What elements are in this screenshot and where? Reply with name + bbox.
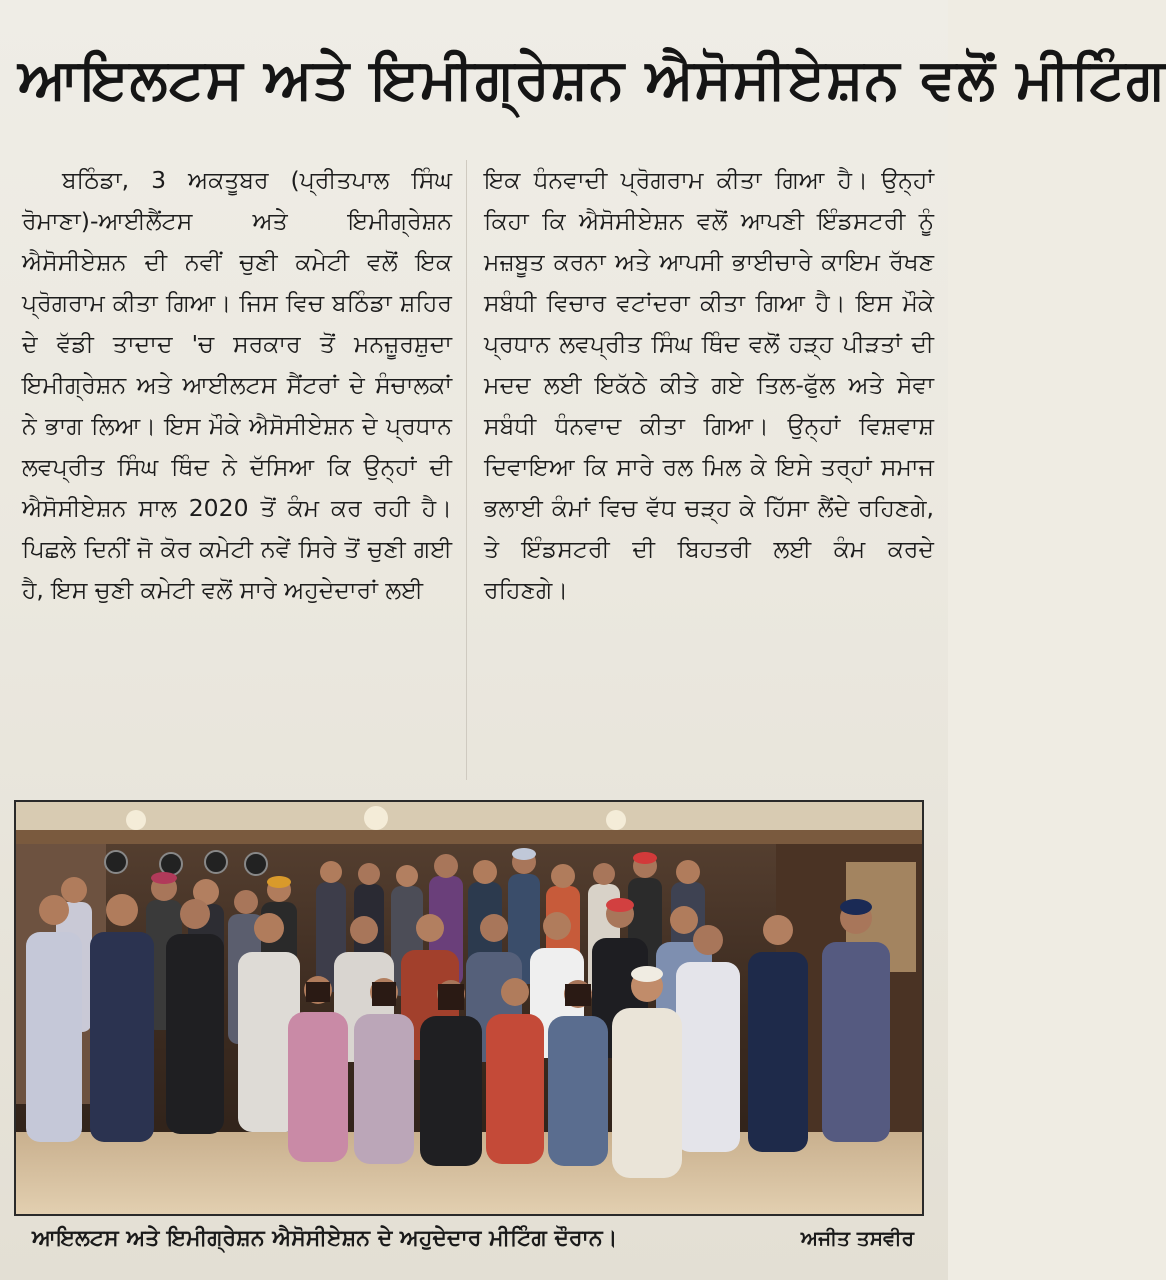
article-text-right: ਇਕ ਧੰਨਵਾਦੀ ਪ੍ਰੋਗਰਾਮ ਕੀਤਾ ਗਿਆ ਹੈ। ਉਨ੍ਹਾਂ ਕਿਹਾ ਕਿ ਐਸੋਸੀਏਸ਼ਨ ਵਲੋਂ ਆਪਣੀ ਇੰਡਸਟਰੀ ਨੂੰ ਮਜ਼ਬੂਤ ਕਰਨਾ ਅਤੇ ਆਪਸੀ ਭਾਈਚਾਰੇ ਕਾਇਮ ਰੱਖਣ ਸਬੰਧੀ ਵਿਚਾਰ ਵਟਾਂਦਰਾ ਕੀਤਾ ਗਿਆ ਹੈ। ਇਸ ਮੌਕੇ ਪ੍ਰਧਾਨ ਲਵਪ੍ਰੀਤ ਸਿੰਘ ਥਿੰਦ ਵਲੋਂ ਹੜ੍ਹ ਪੀੜਤਾਂ ਦੀ ਮਦਦ ਲਈ ਇਕੱਠੇ ਕੀਤੇ ਗਏ ਤਿਲ-ਫੁੱਲ ਅਤੇ ਸੇਵਾ ਸਬੰਧੀ ਧੰਨਵਾਦ ਕੀਤਾ ਗਿਆ। ਉਨ੍ਹਾਂ ਵਿਸ਼ਵਾਸ਼ ਦਿਵਾਇਆ ਕਿ ਸਾਰੇ ਰਲ ਮਿਲ ਕੇ ਇਸੇ ਤਰ੍ਹਾਂ ਸਮਾਜ ਭਲਾਈ ਕੰਮਾਂ ਵਿਚ ਵੱਧ ਚੜ੍ਹ ਕੇ ਹਿੱਸਾ ਲੈਂਦੇ ਰਹਿਣਗੇ, ਤੇ ਇੰਡਸਟਰੀ ਦੀ ਬਿਹਤਰੀ ਲਈ ਕੰਮ ਕਰਦੇ ਰਹਿਣਗੇ। [484, 166, 934, 604]
group-photo [14, 800, 924, 1216]
column-divider [466, 160, 467, 780]
group-photo-illustration [16, 802, 922, 1214]
photo-caption: ਆਇਲਟਸ ਅਤੇ ਇਮੀਗ੍ਰੇਸ਼ਨ ਐਸੋਸੀਏਸ਼ਨ ਦੇ ਅਹੁਦੇਦਾਰ ਮੀਟਿੰਗ ਦੌਰਾਨ। [32, 1225, 618, 1251]
article-text-left: ਬਠਿੰਡਾ, 3 ਅਕਤੂਬਰ (ਪ੍ਰੀਤਪਾਲ ਸਿੰਘ ਰੋਮਾਣਾ)-ਆਈਲੈਂਟਸ ਅਤੇ ਇਮੀਗ੍ਰੇਸ਼ਨ ਐਸੋਸੀਏਸ਼ਨ ਦੀ ਨਵੀਂ ਚੁਣੀ ਕਮੇਟੀ ਵਲੋਂ ਇਕ ਪ੍ਰੋਗਰਾਮ ਕੀਤਾ ਗਿਆ। ਜਿਸ ਵਿਚ ਬਠਿੰਡਾ ਸ਼ਹਿਰ ਦੇ ਵੱਡੀ ਤਾਦਾਦ 'ਚ ਸਰਕਾਰ ਤੋਂ ਮਨਜ਼ੂਰਸ਼ੁਦਾ ਇਮੀਗ੍ਰੇਸ਼ਨ ਅਤੇ ਆਈਲਟਸ ਸੈਂਟਰਾਂ ਦੇ ਸੰਚਾਲਕਾਂ ਨੇ ਭਾਗ ਲਿਆ। ਇਸ ਮੌਕੇ ਐਸੋਸੀਏਸ਼ਨ ਦੇ ਪ੍ਰਧਾਨ ਲਵਪ੍ਰੀਤ ਸਿੰਘ ਥਿੰਦ ਨੇ ਦੱਸਿਆ ਕਿ ਉਨ੍ਹਾਂ ਦੀ ਐਸੋਸੀਏਸ਼ਨ ਸਾਲ 2020 ਤੋਂ ਕੰਮ ਕਰ ਰਹੀ ਹੈ। ਪਿਛਲੇ ਦਿਨੀਂ ਜੋ ਕੋਰ ਕਮੇਟੀ ਨਵੇਂ ਸਿਰੇ ਤੋਂ ਚੁਣੀ ਗਈ ਹੈ, ਇਸ ਚੁਣੀ ਕਮੇਟੀ ਵਲੋਂ ਸਾਰੇ ਅਹੁਦੇਦਾਰਾਂ ਲਈ [22, 166, 452, 604]
photo-caption-bar [22, 1212, 932, 1264]
photo-credit: ਅਜੀਤ ਤਸਵੀਰ [800, 1226, 914, 1250]
headline: ਆਇਲਟਸ ਅਤੇ ਇਮੀਗ੍ਰੇਸ਼ਨ ਐਸੋਸੀਏਸ਼ਨ ਵਲੋਂ ਮੀਟਿੰਗ [18, 47, 1166, 112]
article-column-left [22, 160, 452, 785]
article-column-right [484, 160, 934, 785]
